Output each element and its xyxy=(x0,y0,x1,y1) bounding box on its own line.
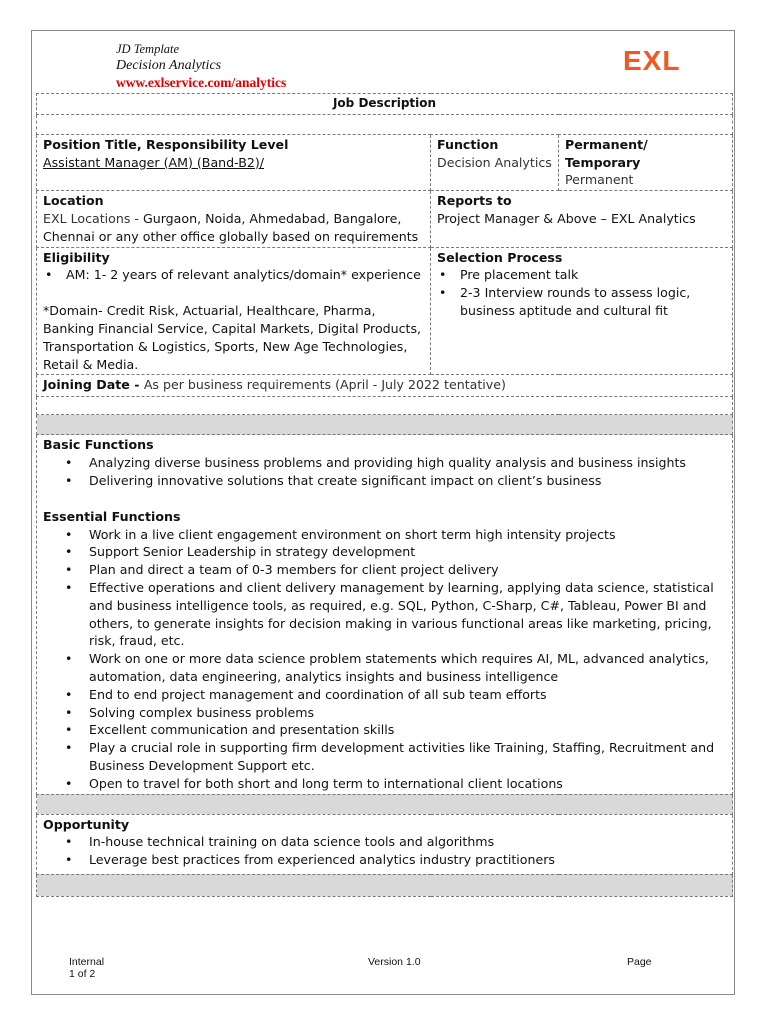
job-description-table xyxy=(36,93,733,897)
list-item: • Excellent communication and presentation skills xyxy=(43,721,726,739)
gray-separator xyxy=(37,794,733,814)
essential-functions-list xyxy=(43,526,726,793)
list-item: • 2-3 Interview rounds to assess logic, business aptitude and cultural fit xyxy=(437,284,726,320)
header-department: Decision Analytics xyxy=(116,58,222,73)
list-item: • Support Senior Leadership in strategy development xyxy=(43,543,726,561)
location-label: Location xyxy=(43,193,104,209)
location-value: Gurgaon, Noida, Ahmedabad, Bangalore, Chennai or any other office globally based on requirements xyxy=(43,210,419,244)
list-item: • Plan and direct a team of 0-3 members for client project delivery xyxy=(43,561,726,579)
exl-logo xyxy=(622,44,692,74)
list-item: • Analyzing diverse business problems and providing high quality analysis and business insights xyxy=(43,454,726,472)
list-item: • AM: 1- 2 years of relevant analytics/domain* experience xyxy=(43,266,424,284)
gray-separator xyxy=(37,874,733,896)
list-item: • Leverage best practices from experienced analytics industry practitioners xyxy=(43,851,726,869)
joining-label: Joining Date - xyxy=(43,377,144,393)
reports-to-cell xyxy=(431,191,733,247)
essential-functions-label: Essential Functions xyxy=(43,508,181,524)
location-text xyxy=(43,210,424,246)
list-item: • Solving complex business problems xyxy=(43,704,726,722)
permanence-cell xyxy=(559,134,733,190)
selection-label: Selection Process xyxy=(437,249,563,265)
eligibility-cell xyxy=(37,247,431,375)
list-item: • Pre placement talk xyxy=(437,266,726,284)
header-block xyxy=(116,42,286,91)
list-item: • In-house technical training on data science tools and algorithms xyxy=(43,833,726,851)
selection-list xyxy=(437,266,726,319)
table-title: Job Description xyxy=(37,94,733,115)
location-prefix: EXL Locations - xyxy=(43,210,143,226)
position-label: Position Title, Responsibility Level xyxy=(43,136,289,152)
exl-logo-text: EXL xyxy=(623,45,681,74)
location-cell xyxy=(37,191,431,247)
header-url-link[interactable]: www.exlservice.com/analytics xyxy=(116,75,287,90)
footer-version: Version 1.0 xyxy=(368,956,421,968)
footer-page-count: 1 of 2 xyxy=(69,968,96,980)
list-item: • Open to travel for both short and long term to international client locations xyxy=(43,775,726,793)
list-item: • Delivering innovative solutions that create significant impact on client’s business xyxy=(43,472,726,490)
job-description-document xyxy=(36,93,732,897)
selection-cell xyxy=(431,247,733,375)
function-value: Decision Analytics xyxy=(437,154,552,170)
eligibility-list xyxy=(43,266,424,284)
list-item: • Work in a live client engagement environment on short term high intensity projects xyxy=(43,526,726,544)
function-cell xyxy=(431,134,559,190)
spacer-row xyxy=(37,114,733,134)
spacer-row xyxy=(37,397,733,415)
list-item: • Play a crucial role in supporting firm development activities like Training, Staffing, Recruitment and Business Development Support etc. xyxy=(43,739,726,775)
footer-page-label: Page xyxy=(627,956,652,968)
basic-functions-label: Basic Functions xyxy=(43,437,154,453)
permanence-value: Permanent xyxy=(565,172,634,188)
reports-to-value: Project Manager & Above – EXL Analytics xyxy=(437,210,696,226)
function-label: Function xyxy=(437,136,499,152)
joining-cell xyxy=(37,375,733,397)
list-item: • Effective operations and client delivery management by learning, applying data science, statistical and business intelligence tools, as required, e.g. SQL, Python, C-Sharp, C#, Tableau, Power BI and others, to generate insights for decision making in various functional areas like marketing, pricing, risk, fraud, etc. xyxy=(43,579,726,650)
position-value: Assistant Manager (AM) (Band-B2)/ xyxy=(43,154,265,170)
reports-to-label: Reports to xyxy=(437,193,512,209)
opportunity-list xyxy=(43,833,726,869)
position-cell xyxy=(37,134,431,190)
header-template-name: JD Template xyxy=(116,42,180,56)
eligibility-domain-note: *Domain- Credit Risk, Actuarial, Healthcare, Pharma, Banking Financial Service, Capital Markets, Digital Products, Transportation & Logistics, Sports, New Age Technologies, Retail & Media. xyxy=(43,303,422,372)
functions-cell xyxy=(37,435,733,794)
permanence-label: Permanent/ Temporary xyxy=(565,136,648,170)
list-item: • End to end project management and coordination of all sub team efforts xyxy=(43,686,726,704)
basic-functions-list xyxy=(43,454,726,490)
opportunity-label: Opportunity xyxy=(43,816,130,832)
gray-separator xyxy=(37,415,733,435)
joining-value: As per business requirements (April - July 2022 tentative) xyxy=(143,377,506,393)
eligibility-label: Eligibility xyxy=(43,249,110,265)
opportunity-cell xyxy=(37,814,733,874)
footer-classification xyxy=(69,956,104,980)
list-item: • Work on one or more data science problem statements which requires AI, ML, advanced analytics, automation, data engineering, analytics insights and business intelligence xyxy=(43,650,726,686)
footer-internal: Internal xyxy=(69,956,105,968)
